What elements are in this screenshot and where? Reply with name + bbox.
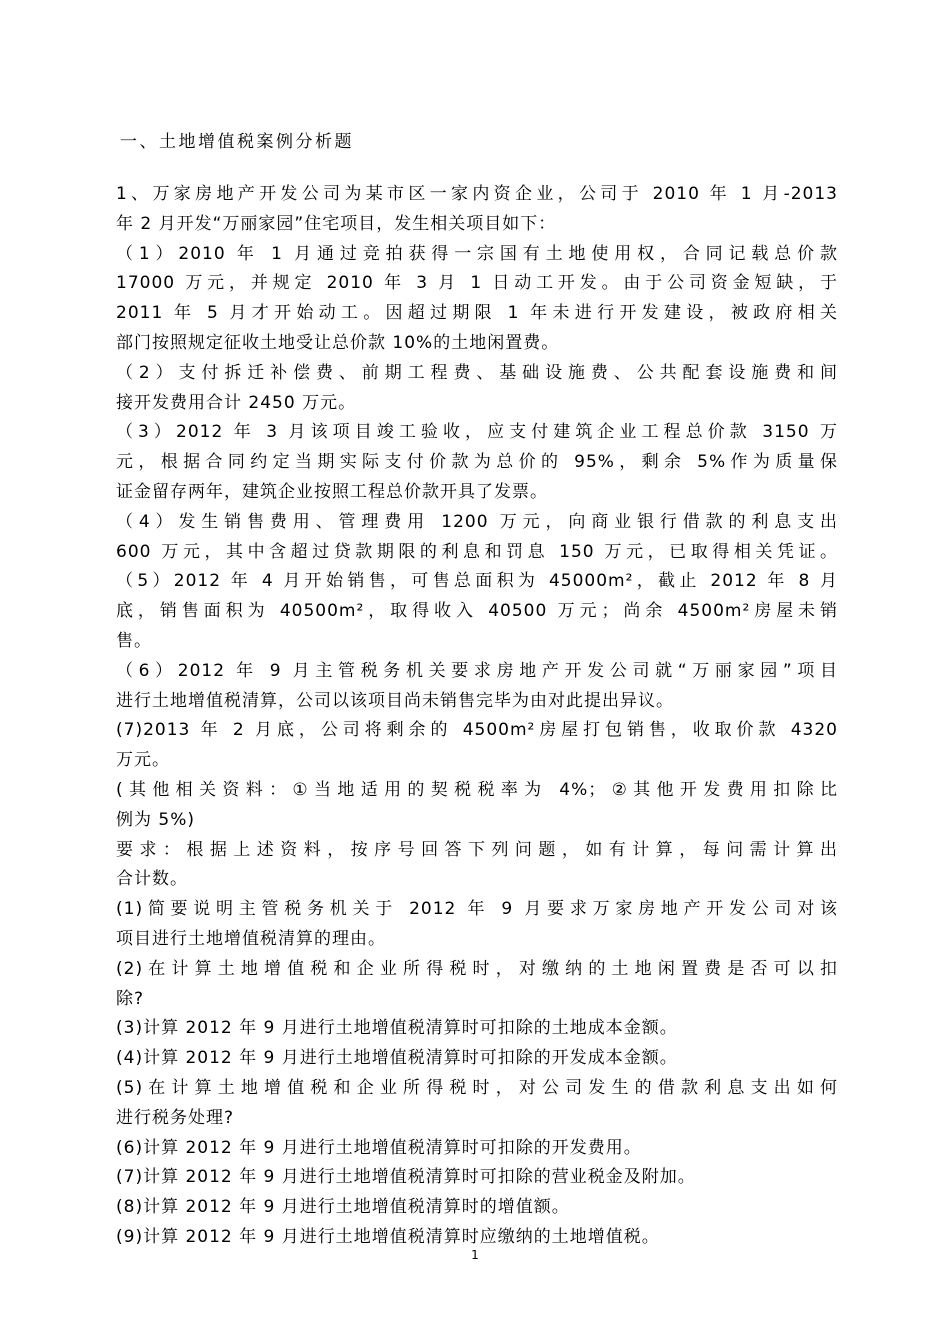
text-line: 例为 5%) (116, 809, 196, 830)
text-line: （3）2012 年 3 月该项目竣工验收，应支付建筑企业工程总价款 3150 万 (116, 422, 838, 443)
text-line: 底，销售面积为 40500m²，取得收入 40500 万元；尚余 4500m²房屋未销 (116, 601, 838, 622)
text-line: 1、万家房地产开发公司为某市区一家内资企业，公司于 2010 年 1 月-2013 (116, 184, 838, 204)
text-line: 年 2 月开发“万丽家园”住宅项目，发生相关项目如下： (116, 213, 557, 234)
page-number: 1 (471, 1248, 479, 1262)
text-line: （4）发生销售费用、管理费用 1200 万元，向商业银行借款的利息支出 (116, 511, 838, 532)
text-line: (1)简要说明主管税务机关于 2012 年 9 月要求万家房地产开发公司对该 (116, 899, 838, 920)
text-line: 项目进行土地增值税清算的理由。 (116, 928, 386, 949)
text-line: 除? (116, 988, 145, 1009)
text-line: 要求：根据上述资料，按序号回答下列问题，如有计算，每问需计算出 (116, 839, 838, 860)
text-line: (5)在计算土地增值税和企业所得税时，对公司发生的借款利息支出如何 (116, 1077, 838, 1098)
text-line: （2）支付拆迁补偿费、前期工程费、基础设施费、公共配套设施费和间 (116, 362, 838, 383)
text-line: 17000 万元，并规定 2010 年 3 月 1 日动工开发。由于公司资金短缺，于 (116, 273, 838, 294)
text-line: 售。 (116, 630, 152, 651)
text-line: (4)计算 2012 年 9 月进行土地增值税清算时可扣除的开发成本金额。 (116, 1048, 678, 1069)
text-line: 进行税务处理? (116, 1107, 235, 1128)
text-line: （1）2010 年 1 月通过竞拍获得一宗国有土地使用权，合同记载总价款 (116, 243, 838, 264)
text-line: (7)计算 2012 年 9 月进行土地增值税清算时可扣除的营业税金及附加。 (116, 1167, 696, 1188)
text-line: 600 万元，其中含超过贷款期限的利息和罚息 150 万元，已取得相关凭证。 (116, 541, 838, 562)
document-body (116, 180, 838, 1253)
text-line: 证金留存两年，建筑企业按照工程总价款开具了发票。 (116, 481, 548, 502)
text-line: (其他相关资料：①当地适用的契税税率为 4%；②其他开发费用扣除比 (116, 779, 838, 800)
text-line: 合计数。 (116, 869, 188, 890)
text-line: （6）2012 年 9 月主管税务机关要求房地产开发公司就“万丽家园”项目 (116, 660, 838, 681)
text-line: 部门按照规定征收土地受让总价款 10%的土地闲置费。 (116, 332, 560, 353)
section-heading: 一、土地增值税案例分析题 (120, 132, 354, 152)
text-line: (2)在计算土地增值税和企业所得税时，对缴纳的土地闲置费是否可以扣 (116, 958, 838, 979)
text-line: (6)计算 2012 年 9 月进行土地增值税清算时可扣除的开发费用。 (116, 1137, 642, 1158)
text-line: 进行土地增值税清算，公司以该项目尚未销售完毕为由对此提出异议。 (116, 690, 674, 711)
text-line: (7)2013 年 2 月底，公司将剩余的 4500m²房屋打包销售，收取价款 4320 (116, 720, 838, 741)
text-line: 元，根据合同约定当期实际支付价款为总价的 95%，剩余 5%作为质量保 (116, 452, 838, 473)
text-line: (3)计算 2012 年 9 月进行土地增值税清算时可扣除的土地成本金额。 (116, 1018, 678, 1039)
text-line: 接开发费用合计 2450 万元。 (116, 392, 357, 413)
text-line: （5）2012 年 4 月开始销售，可售总面积为 45000m²，截止 2012 年 8 月 (116, 571, 838, 592)
text-line: 2011 年 5 月才开始动工。因超过期限 1 年未进行开发建设，被政府相关 (116, 303, 838, 324)
text-line: (8)计算 2012 年 9 月进行土地增值税清算时的增值额。 (116, 1197, 570, 1218)
text-line: (9)计算 2012 年 9 月进行土地增值税清算时应缴纳的土地增值税。 (116, 1226, 660, 1247)
text-line: 万元。 (116, 750, 170, 771)
